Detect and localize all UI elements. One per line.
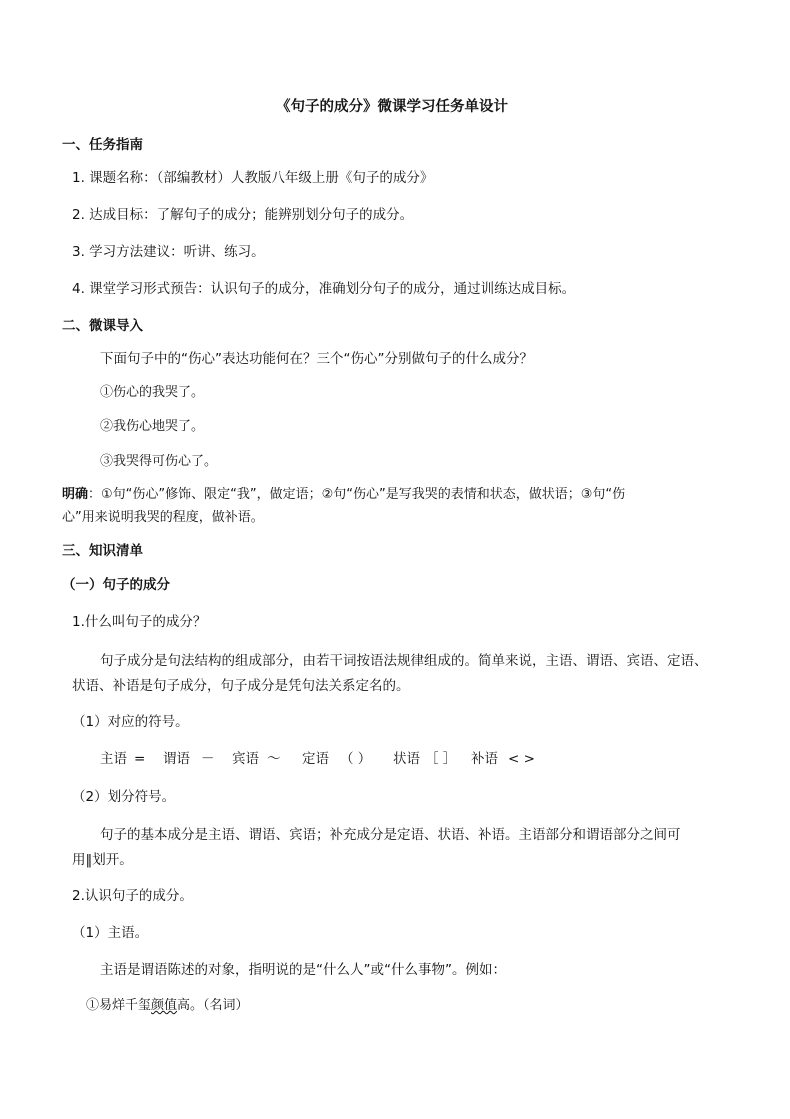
example-suffix: 高。（名词） [177, 998, 249, 1013]
intro-answer-line-1 [62, 486, 625, 504]
subject-heading: （1）主语。 [72, 925, 149, 941]
basic-components-para-line-1: 句子的基本成分是主语、谓语、宾语；补充成分是定语、状语、补语。主语部分和谓语部分之间可 [100, 827, 681, 843]
intro-example-2: ②我伤心地哭了。 [100, 419, 205, 434]
section-heading-intro: 二、微课导入 [62, 318, 143, 334]
guide-item-1: 1. 课题名称：（部编教材）人教版八年级上册《句子的成分》 [72, 170, 434, 186]
subsection-heading-components: （一）句子的成分 [62, 577, 170, 593]
division-symbols-heading: （2）划分符号。 [72, 789, 176, 805]
symbol-label-attributive: 定语 [302, 751, 329, 767]
symbol-mark-adverbial: ［ ］ [425, 751, 457, 767]
symbol-mark-complement: < > [508, 751, 535, 767]
basic-components-para-line-2: 用‖划开。 [72, 852, 133, 868]
question-what-are-components: 1.什么叫句子的成分？ [72, 614, 207, 630]
symbol-mark-object: ～ [267, 751, 281, 767]
guide-item-3: 3. 学习方法建议：听讲、练习。 [72, 244, 265, 260]
intro-question: 下面句子中的“伤心”表达功能何在？三个“伤心”分别做句子的什么成分？ [100, 351, 533, 367]
symbol-row [0, 750, 790, 770]
subject-example-1 [86, 997, 249, 1015]
example-subject-underlined: 颜值 [151, 998, 178, 1013]
section-heading-task-guide: 一、任务指南 [62, 137, 143, 153]
symbol-label-complement: 补语 [471, 751, 498, 767]
symbol-mark-predicate: － [201, 751, 215, 767]
intro-example-3: ③我哭得可伤心了。 [100, 454, 218, 469]
symbol-mark-attributive: （ ） [340, 751, 372, 767]
question-recognize-components: 2.认识句子的成分。 [72, 888, 193, 904]
definition-para-line-2: 状语、补语是句子成分，句子成分是凭句法关系定名的。 [72, 678, 410, 694]
section-heading-knowledge: 三、知识清单 [62, 543, 143, 559]
answer-label: 明确 [62, 487, 89, 502]
subject-definition: 主语是谓语陈述的对象，指明说的是“什么人”或“什么事物”。例如： [100, 962, 506, 978]
symbols-heading: （1）对应的符号。 [72, 714, 189, 730]
answer-text: ：①句“伤心”修饰、限定“我”，做定语；②句“伤心”是写我哭的表情和状态，做状语；③句“伤 [88, 487, 626, 502]
symbol-label-object: 宾语 [232, 751, 259, 767]
page-title: 《句子的成分》微课学习任务单设计 [276, 99, 508, 115]
definition-para-line-1: 句子成分是句法结构的组成部分，由若干词按语法规律组成的。简单来说，主语、谓语、宾语、定语、 [100, 653, 708, 669]
symbol-label-adverbial: 状语 [393, 751, 420, 767]
symbol-label-subject: 主语 [100, 751, 127, 767]
guide-item-4: 4. 课堂学习形式预告：认识句子的成分，准确划分句子的成分，通过训练达成目标。 [72, 281, 576, 297]
intro-answer-line-2: 心”用来说明我哭的程度，做补语。 [62, 510, 264, 525]
guide-item-2: 2. 达成目标：了解句子的成分；能辨别划分句子的成分。 [72, 207, 414, 223]
example-prefix: ①易烊千玺 [86, 998, 152, 1013]
symbol-mark-subject: = [134, 751, 146, 767]
symbol-label-predicate: 谓语 [163, 751, 190, 767]
intro-example-1: ①伤心的我哭了。 [100, 385, 205, 400]
